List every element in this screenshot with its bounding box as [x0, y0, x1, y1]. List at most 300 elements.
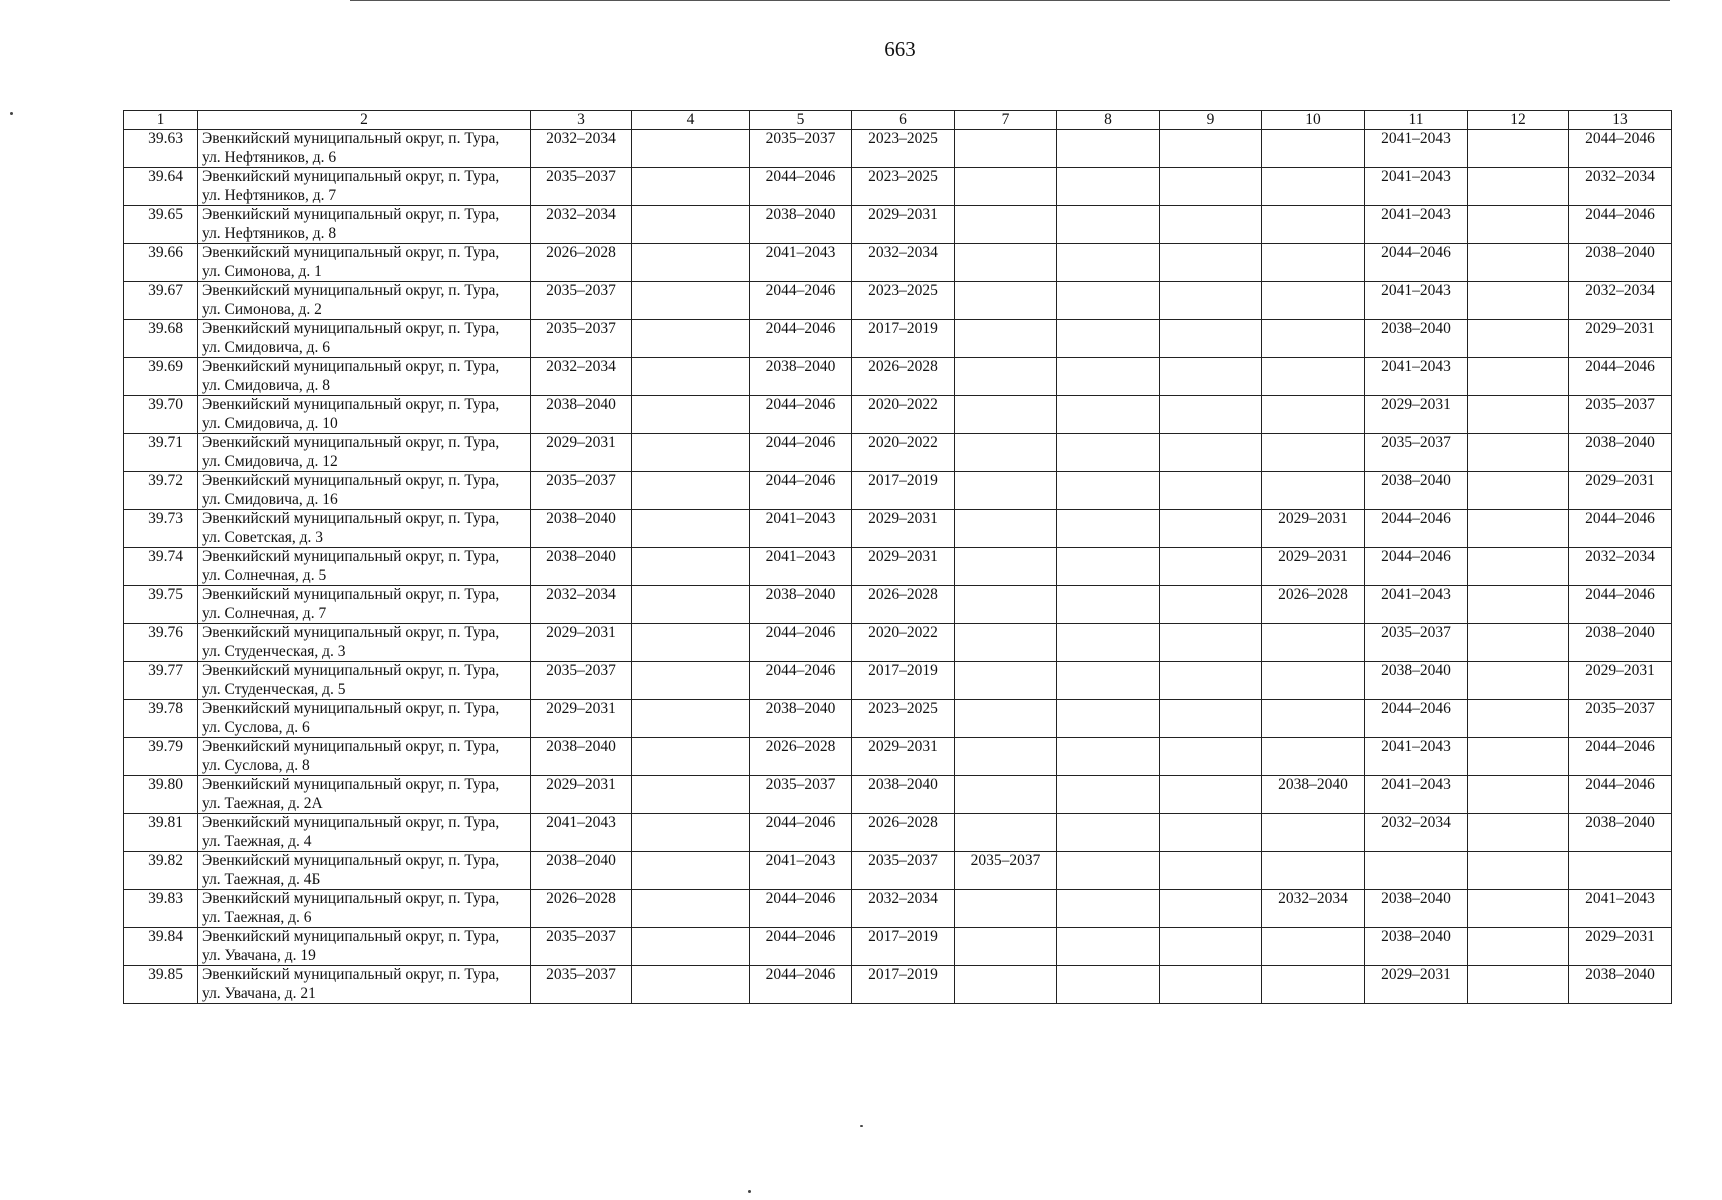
period-cell-c13: 2044–2046 [1569, 776, 1672, 814]
address-line-district: Эвенкийский муниципальный округ, п. Тура, [202, 472, 500, 489]
period-cell-c3: 2041–2043 [531, 814, 632, 852]
period-cell-c3: 2032–2034 [531, 206, 632, 244]
period-cell-c7 [955, 244, 1057, 282]
period-cell-c11: 2041–2043 [1365, 282, 1468, 320]
period-cell-c13: 2038–2040 [1569, 624, 1672, 662]
address-cell [198, 700, 531, 738]
period-cell-c9 [1160, 966, 1262, 1004]
address-cell [198, 282, 531, 320]
address-cell [198, 776, 531, 814]
period-cell-c11: 2029–2031 [1365, 966, 1468, 1004]
row-number: 39.68 [124, 320, 198, 358]
address-cell [198, 548, 531, 586]
period-cell-c6: 2032–2034 [852, 890, 955, 928]
address-line-street: ул. Смидовича, д. 10 [202, 414, 338, 432]
address-line-street: ул. Студенческая, д. 3 [202, 642, 346, 660]
period-cell-c8 [1057, 814, 1160, 852]
address-line-district: Эвенкийский муниципальный округ, п. Тура, [202, 396, 500, 413]
column-header: 5 [750, 111, 852, 130]
period-cell-c12 [1468, 130, 1569, 168]
row-number: 39.80 [124, 776, 198, 814]
table-row [124, 776, 1672, 814]
column-header: 7 [955, 111, 1057, 130]
period-cell-c13: 2032–2034 [1569, 168, 1672, 206]
period-cell-c7 [955, 700, 1057, 738]
address-cell [198, 928, 531, 966]
period-cell-c7 [955, 396, 1057, 434]
period-cell-c6: 2029–2031 [852, 548, 955, 586]
period-cell-c12 [1468, 852, 1569, 890]
period-cell-c10 [1262, 472, 1365, 510]
period-cell-c12 [1468, 624, 1569, 662]
period-cell-c12 [1468, 700, 1569, 738]
period-cell-c4 [632, 358, 750, 396]
table-row [124, 472, 1672, 510]
address-line-street: ул. Суслова, д. 8 [202, 756, 310, 774]
period-cell-c7 [955, 282, 1057, 320]
column-header: 13 [1569, 111, 1672, 130]
period-cell-c3: 2035–2037 [531, 928, 632, 966]
row-number: 39.73 [124, 510, 198, 548]
row-number: 39.67 [124, 282, 198, 320]
table-row [124, 852, 1672, 890]
period-cell-c8 [1057, 130, 1160, 168]
period-cell-c7 [955, 130, 1057, 168]
period-cell-c7 [955, 358, 1057, 396]
period-cell-c7 [955, 548, 1057, 586]
period-cell-c5: 2035–2037 [750, 130, 852, 168]
period-cell-c6: 2026–2028 [852, 814, 955, 852]
period-cell-c7 [955, 928, 1057, 966]
period-cell-c10: 2038–2040 [1262, 776, 1365, 814]
period-cell-c8 [1057, 396, 1160, 434]
table-row [124, 662, 1672, 700]
address-line-district: Эвенкийский муниципальный округ, п. Тура, [202, 662, 500, 679]
column-header: 9 [1160, 111, 1262, 130]
period-cell-c3: 2035–2037 [531, 472, 632, 510]
period-cell-c10 [1262, 624, 1365, 662]
column-header: 11 [1365, 111, 1468, 130]
period-cell-c4 [632, 206, 750, 244]
period-cell-c4 [632, 738, 750, 776]
period-cell-c5: 2038–2040 [750, 206, 852, 244]
address-line-district: Эвенкийский муниципальный округ, п. Тура, [202, 966, 500, 983]
period-cell-c5: 2044–2046 [750, 282, 852, 320]
address-line-street: ул. Смидовича, д. 16 [202, 490, 338, 508]
column-header: 3 [531, 111, 632, 130]
period-cell-c13: 2038–2040 [1569, 814, 1672, 852]
period-cell-c12 [1468, 510, 1569, 548]
period-cell-c12 [1468, 776, 1569, 814]
period-cell-c11: 2029–2031 [1365, 396, 1468, 434]
table-row [124, 244, 1672, 282]
period-cell-c13: 2032–2034 [1569, 548, 1672, 586]
period-cell-c10: 2026–2028 [1262, 586, 1365, 624]
period-cell-c3: 2029–2031 [531, 700, 632, 738]
period-cell-c4 [632, 434, 750, 472]
period-cell-c6: 2038–2040 [852, 776, 955, 814]
period-cell-c8 [1057, 548, 1160, 586]
period-cell-c11: 2041–2043 [1365, 358, 1468, 396]
address-line-street: ул. Смидовича, д. 8 [202, 376, 331, 394]
table-row [124, 320, 1672, 358]
address-cell [198, 358, 531, 396]
period-cell-c5: 2044–2046 [750, 928, 852, 966]
period-cell-c9 [1160, 776, 1262, 814]
period-cell-c11: 2038–2040 [1365, 890, 1468, 928]
column-header: 10 [1262, 111, 1365, 130]
address-line-district: Эвенкийский муниципальный округ, п. Тура, [202, 244, 500, 261]
address-line-district: Эвенкийский муниципальный округ, п. Тура, [202, 548, 500, 565]
period-cell-c9 [1160, 814, 1262, 852]
period-cell-c10: 2029–2031 [1262, 510, 1365, 548]
period-cell-c6: 2020–2022 [852, 396, 955, 434]
period-cell-c8 [1057, 320, 1160, 358]
period-cell-c8 [1057, 928, 1160, 966]
period-cell-c13: 2029–2031 [1569, 928, 1672, 966]
row-number: 39.77 [124, 662, 198, 700]
address-cell [198, 624, 531, 662]
row-number: 39.64 [124, 168, 198, 206]
period-cell-c4 [632, 928, 750, 966]
period-cell-c8 [1057, 700, 1160, 738]
period-cell-c4 [632, 510, 750, 548]
period-cell-c11: 2038–2040 [1365, 662, 1468, 700]
period-cell-c11: 2044–2046 [1365, 244, 1468, 282]
table-row [124, 624, 1672, 662]
period-cell-c12 [1468, 814, 1569, 852]
period-cell-c4 [632, 586, 750, 624]
address-line-street: ул. Таежная, д. 4 [202, 832, 312, 850]
period-cell-c3: 2035–2037 [531, 662, 632, 700]
period-cell-c11: 2044–2046 [1365, 510, 1468, 548]
table-row [124, 966, 1672, 1004]
period-cell-c6: 2023–2025 [852, 168, 955, 206]
period-cell-c5: 2041–2043 [750, 852, 852, 890]
period-cell-c10 [1262, 738, 1365, 776]
period-cell-c6: 2017–2019 [852, 966, 955, 1004]
period-cell-c8 [1057, 890, 1160, 928]
period-cell-c3: 2032–2034 [531, 358, 632, 396]
table-row [124, 700, 1672, 738]
period-cell-c5: 2041–2043 [750, 548, 852, 586]
address-line-district: Эвенкийский муниципальный округ, п. Тура, [202, 624, 500, 641]
column-header: 1 [124, 111, 198, 130]
period-cell-c4 [632, 472, 750, 510]
period-cell-c11: 2038–2040 [1365, 472, 1468, 510]
address-line-district: Эвенкийский муниципальный округ, п. Тура, [202, 206, 500, 223]
period-cell-c9 [1160, 358, 1262, 396]
period-cell-c11: 2041–2043 [1365, 168, 1468, 206]
period-cell-c4 [632, 624, 750, 662]
period-cell-c8 [1057, 358, 1160, 396]
period-cell-c11: 2041–2043 [1365, 206, 1468, 244]
period-cell-c6: 2017–2019 [852, 320, 955, 358]
address-line-district: Эвенкийский муниципальный округ, п. Тура, [202, 510, 500, 527]
row-number: 39.63 [124, 130, 198, 168]
period-cell-c7 [955, 510, 1057, 548]
period-cell-c7 [955, 966, 1057, 1004]
column-header: 6 [852, 111, 955, 130]
table-row [124, 434, 1672, 472]
period-cell-c5: 2044–2046 [750, 168, 852, 206]
period-cell-c9 [1160, 586, 1262, 624]
period-cell-c5: 2041–2043 [750, 510, 852, 548]
table-row [124, 396, 1672, 434]
period-cell-c9 [1160, 890, 1262, 928]
row-number: 39.72 [124, 472, 198, 510]
period-cell-c7 [955, 472, 1057, 510]
period-cell-c9 [1160, 472, 1262, 510]
period-cell-c13: 2044–2046 [1569, 358, 1672, 396]
period-cell-c12 [1468, 358, 1569, 396]
address-cell [198, 472, 531, 510]
period-cell-c7 [955, 624, 1057, 662]
period-cell-c7 [955, 738, 1057, 776]
period-cell-c7: 2035–2037 [955, 852, 1057, 890]
address-line-street: ул. Смидовича, д. 12 [202, 452, 338, 470]
period-cell-c11: 2041–2043 [1365, 776, 1468, 814]
period-cell-c13: 2044–2046 [1569, 586, 1672, 624]
period-cell-c11: 2038–2040 [1365, 320, 1468, 358]
column-header: 8 [1057, 111, 1160, 130]
period-cell-c3: 2035–2037 [531, 282, 632, 320]
period-cell-c4 [632, 282, 750, 320]
period-cell-c3: 2029–2031 [531, 776, 632, 814]
period-cell-c10 [1262, 244, 1365, 282]
address-line-district: Эвенкийский муниципальный округ, п. Тура, [202, 890, 500, 907]
period-cell-c4 [632, 168, 750, 206]
period-cell-c8 [1057, 282, 1160, 320]
period-cell-c9 [1160, 510, 1262, 548]
period-cell-c12 [1468, 738, 1569, 776]
period-cell-c13: 2038–2040 [1569, 966, 1672, 1004]
period-cell-c3: 2035–2037 [531, 966, 632, 1004]
period-cell-c9 [1160, 396, 1262, 434]
period-cell-c10 [1262, 700, 1365, 738]
row-number: 39.82 [124, 852, 198, 890]
period-cell-c6: 2023–2025 [852, 700, 955, 738]
period-cell-c8 [1057, 206, 1160, 244]
table-row [124, 510, 1672, 548]
period-cell-c12 [1468, 548, 1569, 586]
period-cell-c3: 2035–2037 [531, 168, 632, 206]
table-row [124, 206, 1672, 244]
period-cell-c8 [1057, 776, 1160, 814]
period-cell-c4 [632, 700, 750, 738]
period-cell-c5: 2044–2046 [750, 890, 852, 928]
period-cell-c11: 2044–2046 [1365, 548, 1468, 586]
table-row [124, 586, 1672, 624]
period-cell-c9 [1160, 244, 1262, 282]
address-line-street: ул. Симонова, д. 2 [202, 300, 322, 318]
period-cell-c5: 2035–2037 [750, 776, 852, 814]
period-cell-c11: 2041–2043 [1365, 130, 1468, 168]
period-cell-c4 [632, 852, 750, 890]
period-cell-c3: 2035–2037 [531, 320, 632, 358]
period-cell-c3: 2038–2040 [531, 510, 632, 548]
period-cell-c8 [1057, 852, 1160, 890]
period-cell-c3: 2026–2028 [531, 244, 632, 282]
period-cell-c11: 2032–2034 [1365, 814, 1468, 852]
period-cell-c6: 2029–2031 [852, 510, 955, 548]
address-line-district: Эвенкийский муниципальный округ, п. Тура, [202, 738, 500, 755]
address-cell [198, 662, 531, 700]
address-line-street: ул. Советская, д. 3 [202, 528, 324, 546]
period-cell-c6: 2017–2019 [852, 662, 955, 700]
period-cell-c9 [1160, 282, 1262, 320]
period-cell-c12 [1468, 282, 1569, 320]
period-cell-c10 [1262, 130, 1365, 168]
header-row [124, 111, 1672, 130]
period-cell-c5: 2038–2040 [750, 586, 852, 624]
period-cell-c5: 2026–2028 [750, 738, 852, 776]
address-line-street: ул. Увачана, д. 21 [202, 984, 316, 1002]
period-cell-c10 [1262, 206, 1365, 244]
period-cell-c11: 2041–2043 [1365, 738, 1468, 776]
period-cell-c5: 2044–2046 [750, 396, 852, 434]
column-header: 12 [1468, 111, 1569, 130]
period-cell-c10 [1262, 358, 1365, 396]
period-cell-c3: 2038–2040 [531, 852, 632, 890]
period-cell-c4 [632, 130, 750, 168]
address-line-street: ул. Таежная, д. 6 [202, 908, 312, 926]
scan-artifact-dot [10, 112, 13, 115]
period-cell-c13: 2029–2031 [1569, 472, 1672, 510]
period-cell-c10 [1262, 814, 1365, 852]
period-cell-c12 [1468, 396, 1569, 434]
period-cell-c9 [1160, 320, 1262, 358]
address-cell [198, 852, 531, 890]
row-number: 39.81 [124, 814, 198, 852]
address-line-street: ул. Нефтяников, д. 6 [202, 148, 337, 166]
period-cell-c12 [1468, 966, 1569, 1004]
address-line-street: ул. Солнечная, д. 7 [202, 604, 327, 622]
period-cell-c3: 2029–2031 [531, 434, 632, 472]
period-cell-c13: 2044–2046 [1569, 738, 1672, 776]
period-cell-c13: 2044–2046 [1569, 130, 1672, 168]
period-cell-c5: 2044–2046 [750, 814, 852, 852]
period-cell-c10 [1262, 168, 1365, 206]
row-number: 39.79 [124, 738, 198, 776]
scan-artifact-dot [748, 1190, 751, 1193]
table-row [124, 814, 1672, 852]
address-line-district: Эвенкийский муниципальный округ, п. Тура, [202, 814, 500, 831]
period-cell-c6: 2017–2019 [852, 472, 955, 510]
period-cell-c13: 2029–2031 [1569, 662, 1672, 700]
row-number: 39.74 [124, 548, 198, 586]
address-cell [198, 890, 531, 928]
period-cell-c11: 2041–2043 [1365, 586, 1468, 624]
period-cell-c9 [1160, 662, 1262, 700]
row-number: 39.83 [124, 890, 198, 928]
address-cell [198, 168, 531, 206]
row-number: 39.71 [124, 434, 198, 472]
period-cell-c6: 2023–2025 [852, 130, 955, 168]
address-line-district: Эвенкийский муниципальный округ, п. Тура, [202, 928, 500, 945]
address-line-district: Эвенкийский муниципальный округ, п. Тура, [202, 168, 500, 185]
period-cell-c10 [1262, 396, 1365, 434]
period-cell-c10 [1262, 852, 1365, 890]
address-cell [198, 206, 531, 244]
period-cell-c5: 2044–2046 [750, 662, 852, 700]
period-cell-c10: 2032–2034 [1262, 890, 1365, 928]
period-cell-c9 [1160, 700, 1262, 738]
table-row [124, 282, 1672, 320]
period-cell-c13 [1569, 852, 1672, 890]
period-cell-c13: 2032–2034 [1569, 282, 1672, 320]
period-cell-c11: 2038–2040 [1365, 928, 1468, 966]
period-cell-c3: 2026–2028 [531, 890, 632, 928]
period-cell-c4 [632, 814, 750, 852]
address-line-street: ул. Солнечная, д. 5 [202, 566, 327, 584]
address-cell [198, 434, 531, 472]
address-cell [198, 130, 531, 168]
address-line-district: Эвенкийский муниципальный округ, п. Тура, [202, 282, 500, 299]
period-cell-c13: 2044–2046 [1569, 206, 1672, 244]
period-cell-c6: 2023–2025 [852, 282, 955, 320]
row-number: 39.76 [124, 624, 198, 662]
period-cell-c11: 2044–2046 [1365, 700, 1468, 738]
period-cell-c7 [955, 434, 1057, 472]
period-cell-c8 [1057, 168, 1160, 206]
period-cell-c5: 2044–2046 [750, 320, 852, 358]
period-cell-c9 [1160, 130, 1262, 168]
period-cell-c13: 2035–2037 [1569, 700, 1672, 738]
period-cell-c8 [1057, 624, 1160, 662]
period-cell-c6: 2026–2028 [852, 586, 955, 624]
address-line-district: Эвенкийский муниципальный округ, п. Тура, [202, 130, 500, 147]
address-cell [198, 738, 531, 776]
period-cell-c5: 2038–2040 [750, 700, 852, 738]
period-cell-c7 [955, 776, 1057, 814]
table-row [124, 928, 1672, 966]
page-number: 663 [884, 37, 916, 61]
table-row [124, 130, 1672, 168]
period-cell-c3: 2038–2040 [531, 548, 632, 586]
period-cell-c9 [1160, 168, 1262, 206]
address-cell [198, 320, 531, 358]
address-line-street: ул. Таежная, д. 4Б [202, 870, 321, 888]
period-cell-c6: 2017–2019 [852, 928, 955, 966]
address-line-street: ул. Нефтяников, д. 8 [202, 224, 337, 242]
period-cell-c4 [632, 244, 750, 282]
row-number: 39.85 [124, 966, 198, 1004]
period-cell-c4 [632, 662, 750, 700]
period-cell-c3: 2032–2034 [531, 130, 632, 168]
period-cell-c8 [1057, 510, 1160, 548]
period-cell-c3: 2032–2034 [531, 586, 632, 624]
period-cell-c3: 2038–2040 [531, 738, 632, 776]
row-number: 39.65 [124, 206, 198, 244]
scan-artifact-dot [860, 1125, 863, 1127]
address-cell [198, 510, 531, 548]
period-cell-c9 [1160, 434, 1262, 472]
period-cell-c7 [955, 662, 1057, 700]
period-cell-c11: 2035–2037 [1365, 624, 1468, 662]
address-line-district: Эвенкийский муниципальный округ, п. Тура, [202, 434, 500, 451]
scan-top-rule [350, 0, 1670, 1]
period-cell-c9 [1160, 206, 1262, 244]
period-cell-c5: 2038–2040 [750, 358, 852, 396]
table-row [124, 738, 1672, 776]
address-cell [198, 814, 531, 852]
period-cell-c10 [1262, 662, 1365, 700]
period-cell-c12 [1468, 890, 1569, 928]
period-cell-c5: 2044–2046 [750, 966, 852, 1004]
period-cell-c7 [955, 168, 1057, 206]
address-line-district: Эвенкийский муниципальный округ, п. Тура, [202, 320, 500, 337]
